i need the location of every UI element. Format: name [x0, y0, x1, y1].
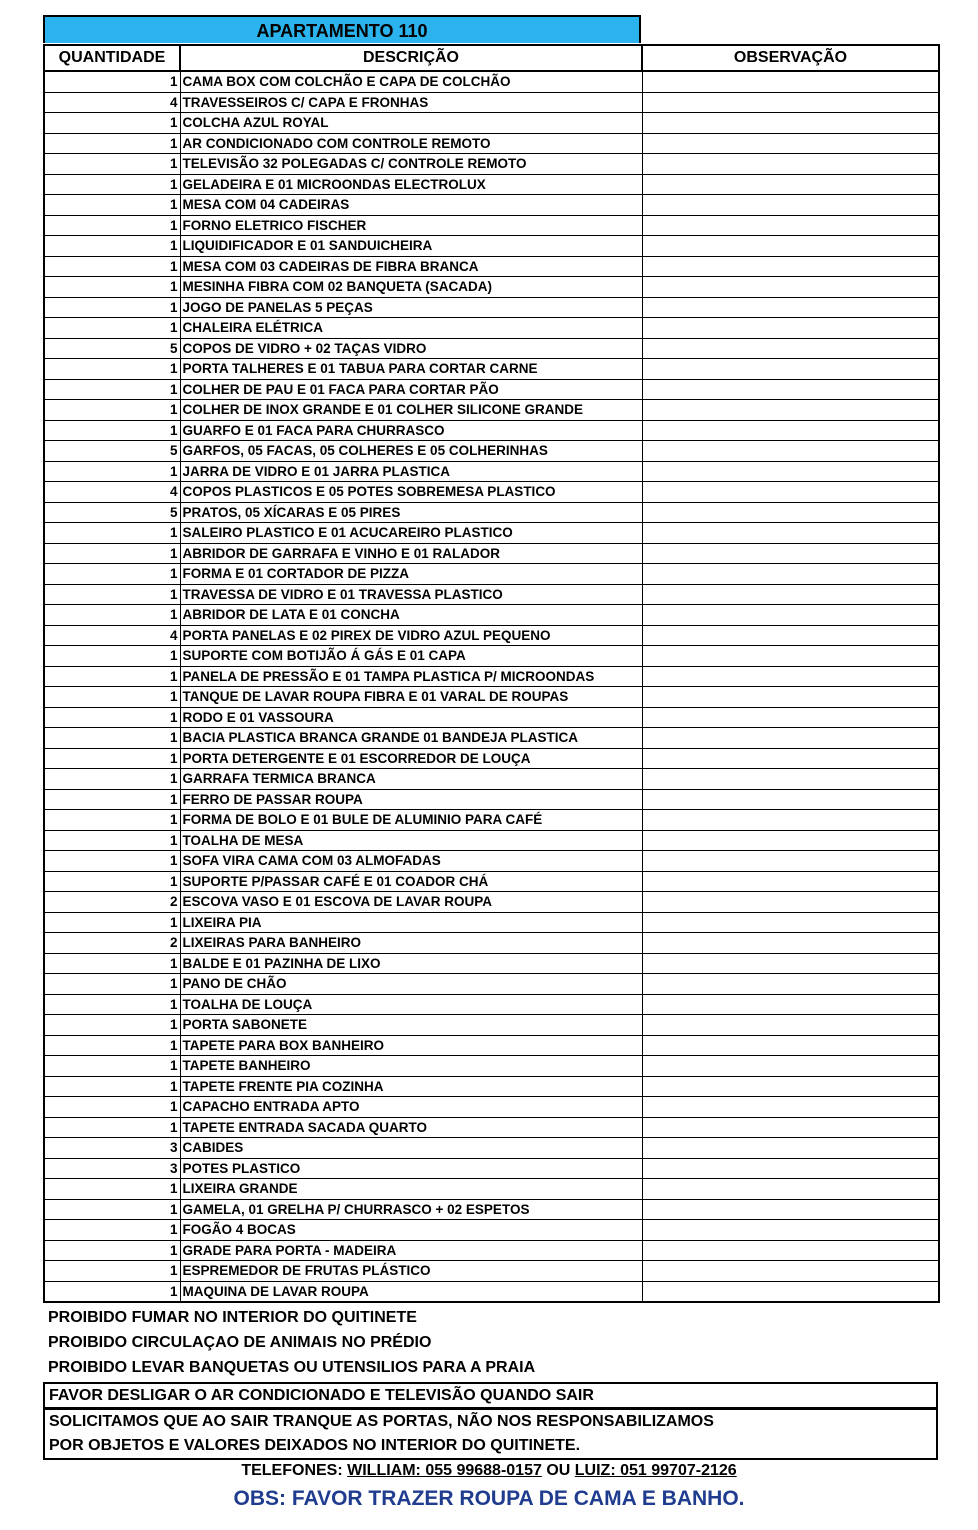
item-description: MESA COM 04 CADEIRAS	[180, 195, 642, 216]
item-quantity: 1	[44, 113, 180, 134]
table-row	[44, 871, 939, 892]
item-description: BACIA PLASTICA BRANCA GRANDE 01 BANDEJA PLASTICA	[180, 728, 642, 749]
item-description: TELEVISÃO 32 POLEGADAS C/ CONTROLE REMOTO	[180, 154, 642, 175]
item-description: GARRAFA TERMICA BRANCA	[180, 769, 642, 790]
item-description: CABIDES	[180, 1138, 642, 1159]
item-quantity: 1	[44, 400, 180, 421]
item-observation	[642, 748, 939, 769]
table-row	[44, 1015, 939, 1036]
item-description: TAPETE ENTRADA SACADA QUARTO	[180, 1117, 642, 1138]
table-row	[44, 543, 939, 564]
item-quantity: 1	[44, 748, 180, 769]
item-description: TOALHA DE MESA	[180, 830, 642, 851]
phones-line	[0, 1462, 978, 1480]
item-observation	[642, 318, 939, 339]
table-row	[44, 810, 939, 831]
item-observation	[642, 297, 939, 318]
item-quantity: 1	[44, 1179, 180, 1200]
item-quantity: 1	[44, 728, 180, 749]
table-row	[44, 1281, 939, 1302]
item-quantity: 1	[44, 277, 180, 298]
table-row	[44, 1158, 939, 1179]
table-row	[44, 400, 939, 421]
item-description: PORTA TALHERES E 01 TABUA PARA CORTAR CARNE	[180, 359, 642, 380]
item-observation	[642, 625, 939, 646]
item-observation	[642, 71, 939, 92]
item-quantity: 1	[44, 1056, 180, 1077]
item-observation	[642, 1138, 939, 1159]
table-row	[44, 1261, 939, 1282]
item-quantity: 4	[44, 625, 180, 646]
item-description: SALEIRO PLASTICO E 01 ACUCAREIRO PLASTICO	[180, 523, 642, 544]
item-description: FORMA DE BOLO E 01 BULE DE ALUMINIO PARA CAFÉ	[180, 810, 642, 831]
table-row	[44, 113, 939, 134]
item-observation	[642, 564, 939, 585]
item-observation	[642, 1261, 939, 1282]
item-observation	[642, 810, 939, 831]
item-description: ABRIDOR DE LATA E 01 CONCHA	[180, 605, 642, 626]
item-observation	[642, 154, 939, 175]
item-quantity: 1	[44, 564, 180, 585]
item-observation	[642, 277, 939, 298]
table-row	[44, 728, 939, 749]
table-row	[44, 318, 939, 339]
table-row	[44, 769, 939, 790]
item-observation	[642, 359, 939, 380]
table-row	[44, 379, 939, 400]
item-observation	[642, 953, 939, 974]
item-quantity: 1	[44, 1076, 180, 1097]
item-quantity: 1	[44, 174, 180, 195]
item-observation	[642, 461, 939, 482]
item-description: TRAVESSEIROS C/ CAPA E FRONHAS	[180, 92, 642, 113]
item-description: TOALHA DE LOUÇA	[180, 994, 642, 1015]
item-observation	[642, 605, 939, 626]
item-observation	[642, 1158, 939, 1179]
item-observation	[642, 92, 939, 113]
item-quantity: 1	[44, 851, 180, 872]
item-description: POTES PLASTICO	[180, 1158, 642, 1179]
item-observation	[642, 195, 939, 216]
item-quantity: 1	[44, 830, 180, 851]
item-quantity: 1	[44, 871, 180, 892]
item-description: SUPORTE COM BOTIJÃO Á GÁS E 01 CAPA	[180, 646, 642, 667]
item-quantity: 1	[44, 769, 180, 790]
item-description: COLHER DE PAU E 01 FACA PARA CORTAR PÃO	[180, 379, 642, 400]
table-row	[44, 1240, 939, 1261]
table-row	[44, 133, 939, 154]
item-observation	[642, 400, 939, 421]
item-quantity: 1	[44, 215, 180, 236]
item-observation	[642, 1035, 939, 1056]
inventory-rows	[44, 71, 939, 1302]
table-row	[44, 933, 939, 954]
table-row	[44, 195, 939, 216]
table-row	[44, 953, 939, 974]
item-observation	[642, 666, 939, 687]
table-row	[44, 420, 939, 441]
item-quantity: 4	[44, 92, 180, 113]
item-observation	[642, 502, 939, 523]
table-header-row	[44, 45, 939, 71]
table-row	[44, 71, 939, 92]
item-description: BALDE E 01 PAZINHA DE LIXO	[180, 953, 642, 974]
item-description: COPOS DE VIDRO + 02 TAÇAS VIDRO	[180, 338, 642, 359]
item-quantity: 1	[44, 707, 180, 728]
table-row	[44, 1117, 939, 1138]
item-observation	[642, 584, 939, 605]
item-description: PANO DE CHÃO	[180, 974, 642, 995]
item-quantity: 1	[44, 666, 180, 687]
item-observation	[642, 1220, 939, 1241]
item-quantity: 3	[44, 1158, 180, 1179]
phone-william: WILLIAM: 055 99688-0157	[347, 1462, 542, 1479]
phones-label: TELEFONES:	[241, 1462, 343, 1479]
item-quantity: 1	[44, 1117, 180, 1138]
item-quantity: 1	[44, 584, 180, 605]
table-row	[44, 584, 939, 605]
item-quantity: 1	[44, 359, 180, 380]
item-quantity: 1	[44, 789, 180, 810]
item-observation	[642, 687, 939, 708]
item-quantity: 1	[44, 1220, 180, 1241]
item-quantity: 2	[44, 933, 180, 954]
item-description: JARRA DE VIDRO E 01 JARRA PLASTICA	[180, 461, 642, 482]
item-observation	[642, 851, 939, 872]
item-observation	[642, 1015, 939, 1036]
table-row	[44, 154, 939, 175]
table-row	[44, 1138, 939, 1159]
table-row	[44, 625, 939, 646]
item-observation	[642, 912, 939, 933]
item-description: CAPACHO ENTRADA APTO	[180, 1097, 642, 1118]
item-description: RODO E 01 VASSOURA	[180, 707, 642, 728]
item-observation	[642, 1097, 939, 1118]
item-quantity: 1	[44, 974, 180, 995]
rule-no-animals: PROIBIDO CIRCULAÇAO DE ANIMAIS NO PRÉDIO	[48, 1334, 432, 1351]
table-row	[44, 564, 939, 585]
item-description: GUARFO E 01 FACA PARA CHURRASCO	[180, 420, 642, 441]
item-observation	[642, 974, 939, 995]
item-description: GELADEIRA E 01 MICROONDAS ELECTROLUX	[180, 174, 642, 195]
item-description: COLHER DE INOX GRANDE E 01 COLHER SILICONE GRANDE	[180, 400, 642, 421]
table-row	[44, 482, 939, 503]
table-row	[44, 523, 939, 544]
item-description: PORTA PANELAS E 02 PIREX DE VIDRO AZUL PEQUENO	[180, 625, 642, 646]
table-row	[44, 707, 939, 728]
item-observation	[642, 1076, 939, 1097]
item-quantity: 1	[44, 543, 180, 564]
table-row	[44, 502, 939, 523]
item-observation	[642, 441, 939, 462]
item-quantity: 1	[44, 523, 180, 544]
item-description: FORMA E 01 CORTADOR DE PIZZA	[180, 564, 642, 585]
table-row	[44, 461, 939, 482]
item-observation	[642, 215, 939, 236]
item-quantity: 1	[44, 687, 180, 708]
header-description: DESCRIÇÃO	[180, 45, 642, 71]
item-observation	[642, 1281, 939, 1302]
item-description: CHALEIRA ELÉTRICA	[180, 318, 642, 339]
item-quantity: 1	[44, 318, 180, 339]
item-observation	[642, 1179, 939, 1200]
item-observation	[642, 646, 939, 667]
table-row	[44, 646, 939, 667]
table-row	[44, 1199, 939, 1220]
rule-no-beach-items: PROIBIDO LEVAR BANQUETAS OU UTENSILIOS PARA A PRAIA	[48, 1359, 536, 1376]
item-quantity: 1	[44, 133, 180, 154]
rule-no-smoking: PROIBIDO FUMAR NO INTERIOR DO QUITINETE	[48, 1309, 417, 1326]
item-observation	[642, 871, 939, 892]
item-quantity: 1	[44, 461, 180, 482]
item-description: TAPETE FRENTE PIA COZINHA	[180, 1076, 642, 1097]
table-row	[44, 1035, 939, 1056]
notice-ac-text: FAVOR DESLIGAR O AR CONDICIONADO E TELEVISÃO QUANDO SAIR	[49, 1387, 594, 1404]
item-quantity: 1	[44, 605, 180, 626]
header-quantity: QUANTIDADE	[44, 45, 180, 71]
item-description: AR CONDICIONADO COM CONTROLE REMOTO	[180, 133, 642, 154]
table-row	[44, 974, 939, 995]
item-observation	[642, 830, 939, 851]
item-quantity: 1	[44, 154, 180, 175]
item-quantity: 1	[44, 994, 180, 1015]
item-quantity: 1	[44, 236, 180, 257]
item-observation	[642, 994, 939, 1015]
obs-note: OBS: FAVOR TRAZER ROUPA DE CAMA E BANHO.	[233, 1487, 745, 1510]
item-quantity: 1	[44, 1035, 180, 1056]
inventory-table	[43, 44, 940, 1303]
item-quantity: 1	[44, 1281, 180, 1302]
notice-ac-box	[43, 1382, 938, 1409]
item-quantity: 1	[44, 1097, 180, 1118]
item-observation	[642, 256, 939, 277]
item-observation	[642, 769, 939, 790]
item-quantity: 1	[44, 1261, 180, 1282]
table-row	[44, 789, 939, 810]
table-row	[44, 297, 939, 318]
item-quantity: 1	[44, 912, 180, 933]
item-description: CAMA BOX COM COLCHÃO E CAPA DE COLCHÃO	[180, 71, 642, 92]
apartment-title: APARTAMENTO 110	[43, 15, 641, 43]
item-description: ESCOVA VASO E 01 ESCOVA DE LAVAR ROUPA	[180, 892, 642, 913]
item-quantity: 1	[44, 71, 180, 92]
phones-or: OU	[546, 1462, 571, 1479]
item-observation	[642, 1056, 939, 1077]
table-row	[44, 748, 939, 769]
table-row	[44, 1076, 939, 1097]
item-quantity: 2	[44, 892, 180, 913]
table-row	[44, 236, 939, 257]
item-quantity: 1	[44, 1240, 180, 1261]
item-description: COLCHA AZUL ROYAL	[180, 113, 642, 134]
item-observation	[642, 1117, 939, 1138]
item-description: TRAVESSA DE VIDRO E 01 TRAVESSA PLASTICO	[180, 584, 642, 605]
item-description: GARFOS, 05 FACAS, 05 COLHERES E 05 COLHERINHAS	[180, 441, 642, 462]
item-description: ESPREMEDOR DE FRUTAS PLÁSTICO	[180, 1261, 642, 1282]
notice-doors-line-1: SOLICITAMOS QUE AO SAIR TRANQUE AS PORTAS, NÃO NOS RESPONSABILIZAMOS	[49, 1413, 714, 1430]
item-description: COPOS PLASTICOS E 05 POTES SOBREMESA PLASTICO	[180, 482, 642, 503]
table-row	[44, 666, 939, 687]
table-row	[44, 277, 939, 298]
item-description: LIXEIRA PIA	[180, 912, 642, 933]
item-observation	[642, 523, 939, 544]
header-observation: OBSERVAÇÃO	[642, 45, 939, 71]
item-quantity: 1	[44, 379, 180, 400]
item-description: GRADE PARA PORTA - MADEIRA	[180, 1240, 642, 1261]
item-quantity: 5	[44, 441, 180, 462]
table-row	[44, 830, 939, 851]
item-quantity: 1	[44, 297, 180, 318]
item-observation	[642, 789, 939, 810]
item-description: PRATOS, 05 XÍCARAS E 05 PIRES	[180, 502, 642, 523]
item-quantity: 5	[44, 338, 180, 359]
item-quantity: 1	[44, 1015, 180, 1036]
item-description: MAQUINA DE LAVAR ROUPA	[180, 1281, 642, 1302]
item-description: TAPETE PARA BOX BANHEIRO	[180, 1035, 642, 1056]
item-description: FOGÃO 4 BOCAS	[180, 1220, 642, 1241]
table-row	[44, 1220, 939, 1241]
item-observation	[642, 1240, 939, 1261]
table-row	[44, 174, 939, 195]
item-observation	[642, 1199, 939, 1220]
item-observation	[642, 236, 939, 257]
item-quantity: 1	[44, 810, 180, 831]
item-description: GAMELA, 01 GRELHA P/ CHURRASCO + 02 ESPETOS	[180, 1199, 642, 1220]
item-observation	[642, 543, 939, 564]
item-quantity: 1	[44, 420, 180, 441]
item-quantity: 4	[44, 482, 180, 503]
item-description: PORTA SABONETE	[180, 1015, 642, 1036]
item-description: LIXEIRAS PARA BANHEIRO	[180, 933, 642, 954]
table-row	[44, 256, 939, 277]
item-observation	[642, 892, 939, 913]
item-quantity: 1	[44, 256, 180, 277]
table-row	[44, 441, 939, 462]
item-description: JOGO DE PANELAS 5 PEÇAS	[180, 297, 642, 318]
item-description: FERRO DE PASSAR ROUPA	[180, 789, 642, 810]
item-observation	[642, 338, 939, 359]
item-quantity: 1	[44, 953, 180, 974]
item-quantity: 1	[44, 1199, 180, 1220]
table-row	[44, 338, 939, 359]
item-description: SUPORTE P/PASSAR CAFÉ E 01 COADOR CHÁ	[180, 871, 642, 892]
table-row	[44, 851, 939, 872]
table-row	[44, 359, 939, 380]
table-row	[44, 892, 939, 913]
table-row	[44, 215, 939, 236]
table-row	[44, 994, 939, 1015]
item-observation	[642, 420, 939, 441]
item-description: PANELA DE PRESSÃO E 01 TAMPA PLASTICA P/ MICROONDAS	[180, 666, 642, 687]
item-description: FORNO ELETRICO FISCHER	[180, 215, 642, 236]
item-description: LIQUIDIFICADOR E 01 SANDUICHEIRA	[180, 236, 642, 257]
notice-doors-box	[43, 1408, 938, 1460]
item-description: ABRIDOR DE GARRAFA E VINHO E 01 RALADOR	[180, 543, 642, 564]
item-quantity: 1	[44, 646, 180, 667]
table-row	[44, 912, 939, 933]
item-observation	[642, 133, 939, 154]
table-row	[44, 605, 939, 626]
item-observation	[642, 933, 939, 954]
item-observation	[642, 174, 939, 195]
table-row	[44, 687, 939, 708]
item-description: PORTA DETERGENTE E 01 ESCORREDOR DE LOUÇA	[180, 748, 642, 769]
table-row	[44, 1056, 939, 1077]
item-quantity: 1	[44, 195, 180, 216]
item-description: LIXEIRA GRANDE	[180, 1179, 642, 1200]
item-observation	[642, 113, 939, 134]
item-description: SOFA VIRA CAMA COM 03 ALMOFADAS	[180, 851, 642, 872]
item-description: MESA COM 03 CADEIRAS DE FIBRA BRANCA	[180, 256, 642, 277]
item-observation	[642, 379, 939, 400]
table-row	[44, 1179, 939, 1200]
item-description: TANQUE DE LAVAR ROUPA FIBRA E 01 VARAL DE ROUPAS	[180, 687, 642, 708]
item-quantity: 5	[44, 502, 180, 523]
item-description: MESINHA FIBRA COM 02 BANQUETA (SACADA)	[180, 277, 642, 298]
table-row	[44, 1097, 939, 1118]
item-observation	[642, 728, 939, 749]
notice-doors-line-2: POR OBJETOS E VALORES DEIXADOS NO INTERIOR DO QUITINETE.	[49, 1437, 581, 1454]
item-observation	[642, 707, 939, 728]
phone-luiz: LUIZ: 051 99707-2126	[574, 1462, 737, 1479]
item-description: TAPETE BANHEIRO	[180, 1056, 642, 1077]
item-quantity: 3	[44, 1138, 180, 1159]
table-row	[44, 92, 939, 113]
item-observation	[642, 482, 939, 503]
